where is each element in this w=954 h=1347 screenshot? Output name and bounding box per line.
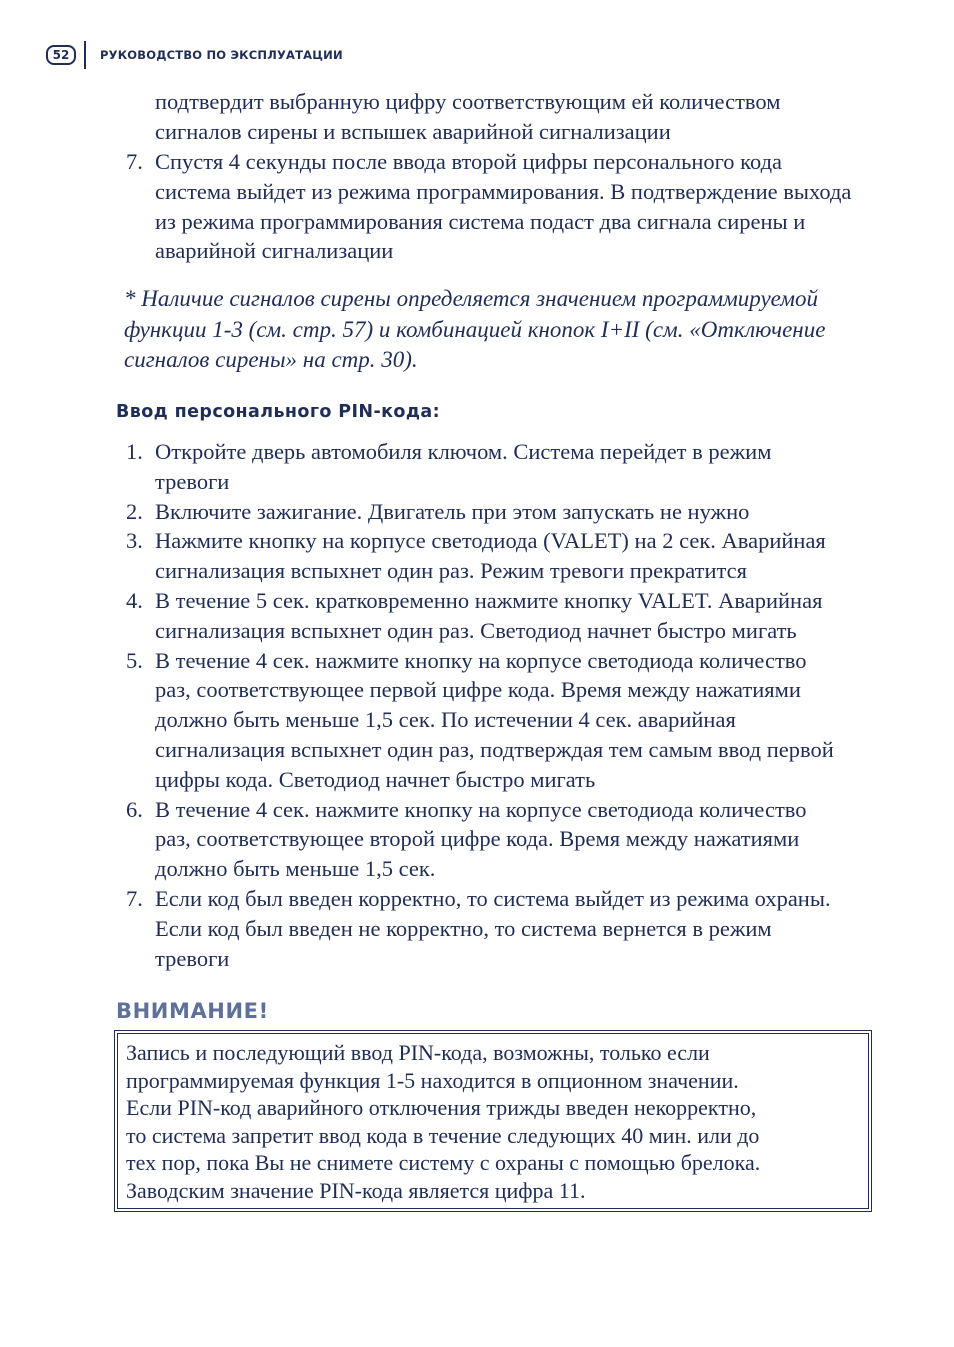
text-line: Откройте дверь автомобиля ключом. Система перейдет в режим	[155, 439, 772, 464]
text-line: В течение 4 сек. нажмите кнопку на корпусе светодиода количество	[155, 647, 807, 673]
text-line: тревоги	[155, 945, 230, 971]
text-line: должно быть меньше 1,5 сек.	[155, 856, 436, 882]
text-line: система выйдет из режима программирования. В подтверждение выхода	[155, 178, 852, 204]
list-item	[0, 884, 900, 973]
footnote	[124, 284, 864, 376]
text-line: должно быть меньше 1,5 сек. По истечении 4 сек. аварийная	[155, 707, 736, 733]
text-line: раз, соответствующее второй цифре кода. Время между нажатиями	[155, 826, 800, 852]
list-item-number: 2.	[126, 498, 143, 524]
list-item	[0, 526, 900, 586]
list-item	[0, 795, 900, 884]
pin-steps-list	[0, 437, 900, 973]
warning-box	[114, 1030, 872, 1212]
text-line: сигналов сирены и вспышек аварийной сигнализации	[155, 118, 671, 144]
header-title: РУКОВОДСТВО ПО ЭКСПЛУАТАЦИИ	[100, 48, 343, 62]
list-item-number: 4.	[126, 587, 143, 613]
text-line: * Наличие сигналов сирены определяется значением программируемой	[124, 286, 818, 311]
text-line: Если код был введен корректно, то система выйдет из режима охраны.	[155, 885, 831, 911]
list-item-number: 1.	[126, 439, 143, 464]
list-item	[0, 437, 900, 497]
text-line: В течение 5 сек. кратковременно нажмите кнопку VALET. Аварийная	[155, 587, 823, 613]
text-line: Если код был введен не корректно, то система вернется в режим	[155, 915, 772, 941]
list-item-number: 6.	[126, 796, 143, 822]
page-header	[46, 40, 343, 70]
text-line: функции 1-3 (см. стр. 57) и комбинацией кнопок I+II (см. «Отключение	[124, 316, 826, 342]
text-line: раз, соответствующее первой цифре кода. Время между нажатиями	[155, 677, 801, 703]
text-line: подтвердит выбранную цифру соответствующим ей количеством	[155, 89, 781, 114]
text-line: Спустя 4 секунды после ввода второй цифры персонального кода	[155, 149, 783, 174]
text-line: сигналов сирены» на стр. 30).	[124, 347, 418, 372]
text-line: из режима программирования система подаст два сигнала сирены и	[155, 208, 806, 234]
text-line: аварийной сигнализации	[155, 238, 394, 264]
text-line: сигнализация вспыхнет один раз, подтверждая тем самым ввод первой	[155, 736, 834, 762]
programming-steps-list	[0, 147, 900, 266]
list-item	[0, 497, 900, 527]
continued-paragraph	[155, 87, 895, 147]
list-item-number: 7.	[126, 885, 143, 911]
text-line: В течение 4 сек. нажмите кнопку на корпусе светодиода количество	[155, 796, 807, 822]
text-line: тревоги	[155, 468, 230, 494]
text-line: сигнализация вспыхнет один раз. Режим тревоги прекратится	[155, 558, 747, 584]
text-line: сигнализация вспыхнет один раз. Светодиод начнет быстро мигать	[155, 617, 797, 643]
list-item	[0, 586, 900, 646]
text-line: Нажмите кнопку на корпусе светодиода (VALET) на 2 сек. Аварийная	[155, 528, 826, 554]
warning-text: Запись и последующий ввод PIN-кода, возможны, только если программируемая функция 1-5 находится в опционном значении. Если PIN-код аварийного отключения трижды введен некорректно, то система запретит ввод кода в течение следующих 40 мин. или до тех пор, пока Вы не снимете систему с охраны с помощью брелока. Заводским значение PIN-кода является цифра 11.	[126, 1040, 761, 1203]
text-line: цифры кода. Светодиод начнет быстро мигать	[155, 766, 596, 792]
page-number-badge: 52	[46, 45, 76, 65]
list-item-number: 5.	[126, 647, 143, 673]
list-item	[0, 147, 900, 266]
list-item-number: 7.	[126, 149, 143, 174]
text-line: Включите зажигание. Двигатель при этом запускать не нужно	[155, 498, 750, 524]
pin-section-heading: Ввод персонального PIN-кода:	[116, 402, 440, 422]
list-item-number: 3.	[126, 528, 143, 554]
header-divider	[84, 41, 86, 69]
warning-heading: ВНИМАНИЕ!	[116, 999, 269, 1023]
list-item	[0, 646, 900, 795]
